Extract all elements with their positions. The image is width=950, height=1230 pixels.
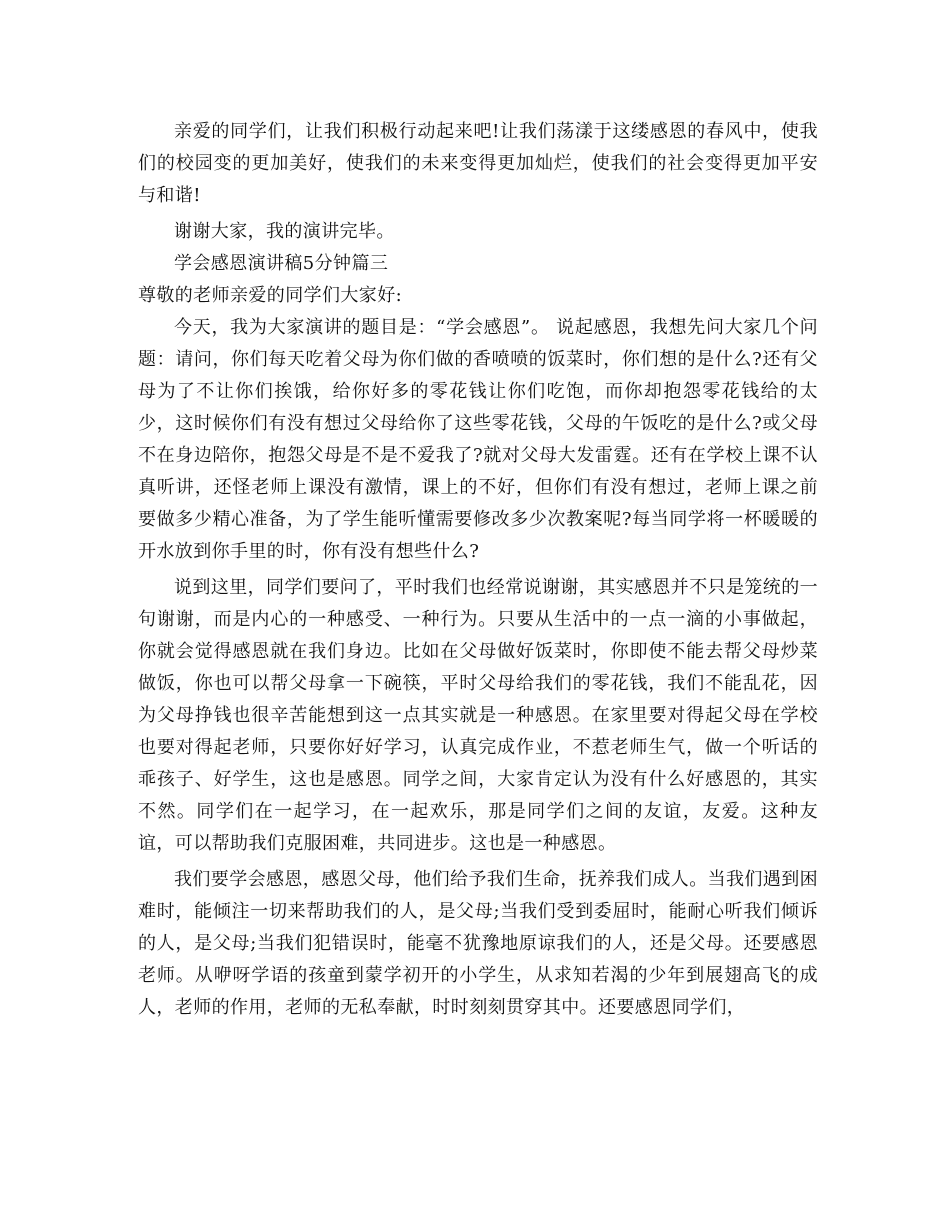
- paragraph-gratitude-actions: 说到这里，同学们要问了，平时我们也经常说谢谢，其实感恩并不只是笼统的一句谢谢，而是内心的一种感受、一种行为。只要从生活中的一点一滴的小事做起，你就会觉得感恩就在我们身边。比如在父母做好饭菜时，你即使不能去帮父母炒菜做饭，你也可以帮父母拿一下碗筷，平时父母给我们的零花钱，我们不能乱花，因为父母挣钱也很辛苦能想到这一点其实就是一种感恩。在家里要对得起父母在学校也要对得起老师，只要你好好学习，认真完成作业，不惹老师生气，做一个听话的乖孩子、好学生，这也是感恩。同学之间，大家肯定认为没有什么好感恩的，其实不然。同学们在一起学习，在一起欢乐，那是同学们之间的友谊，友爱。这种友谊，可以帮助我们克服困难，共同进步。这也是一种感恩。: [138, 577, 818, 854]
- paragraph-gratitude-parents-teachers: 我们要学会感恩，感恩父母，他们给予我们生命，抚养我们成人。当我们遇到困难时，能倾注一切来帮助我们的人，是父母;当我们受到委屈时，能耐心听我们倾诉的人，是父母;当我们犯错误时，能毫不犹豫地原谅我们的人，还是父母。还要感恩老师。从咿呀学语的孩童到蒙学初开的小学生，从求知若渴的少年到展翅高飞的成人，老师的作用，老师的无私奉献，时时刻刻贯穿其中。还要感恩同学们，: [138, 869, 818, 1018]
- paragraph-intro-questions: 今天，我为大家演讲的题目是：“学会感恩”。 说起感恩，我想先问大家几个问题：请问，你们每天吃着父母为你们做的香喷喷的饭菜时，你们想的是什么?还有父母为了不让你们挨饿，给你好多的零花钱让你们吃饱，而你却抱怨零花钱给的太少，这时候你们有没有想过父母给你了这些零花钱，父母的午饭吃的是什么?或父母不在身边陪你，抱怨父母是不是不爱我了?就对父母大发雷霆。还有在学校上课不认真听讲，还怪老师上课没有激情，课上的不好，但你们有没有想过，老师上课之前要做多少精心准备，为了学生能听懂需要修改多少次教案呢?每当同学将一杯暖暖的开水放到你手里的时，你有没有想些什么?: [138, 317, 818, 562]
- paragraph-closing-call: 亲爱的同学们，让我们积极行动起来吧!让我们荡漾于这缕感恩的春风中，使我们的校园变的更加美好，使我们的未来变得更加灿烂，使我们的社会变得更加平安与和谐!: [138, 121, 818, 206]
- paragraph-thanks: 谢谢大家，我的演讲完毕。: [174, 221, 395, 242]
- salutation: 尊敬的老师亲爱的同学们大家好:: [138, 285, 403, 306]
- section-heading: 学会感恩演讲稿5分钟篇三: [174, 253, 389, 274]
- document-body: [138, 116, 818, 1024]
